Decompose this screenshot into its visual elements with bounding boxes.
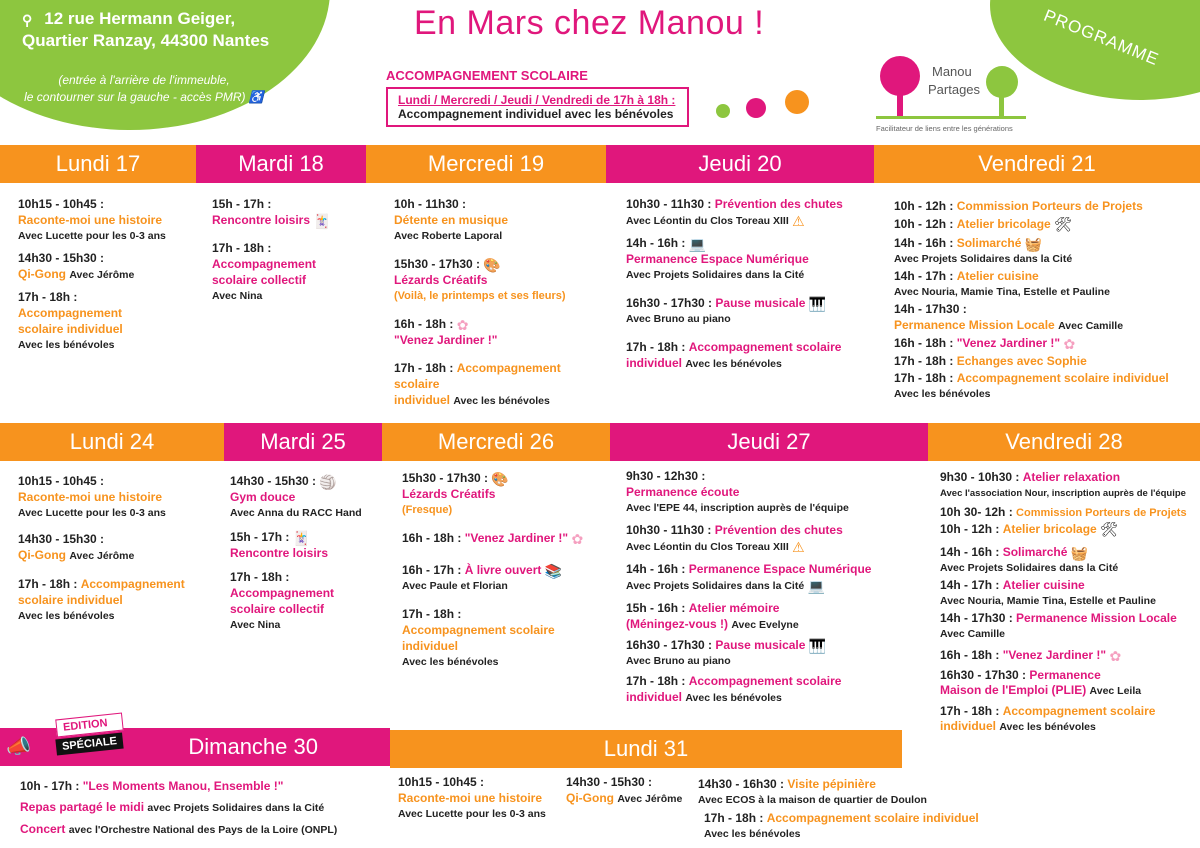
megaphone-icon: 📣 [6,736,31,758]
paint-palette-icon: 🎨 [491,470,509,487]
flower-icon: ✿ [571,530,584,547]
orange-dot [785,90,809,114]
day-header-lundi-24: Lundi 24 [0,423,224,461]
day-header-dimanche-30: Dimanche 30 [0,728,390,766]
address-note: (entrée à l'arrière de l'immeuble, le contourner sur la gauche - accès PMR) ♿ [24,73,264,104]
acc-scolaire-title: ACCOMPAGNEMENT SCOLAIRE [386,68,588,83]
keyboard-icon: 🎹 [808,637,827,654]
cards-icon: 🃏 [292,529,311,546]
lundi24-events: 10h15 - 10h45 : Raconte-moi une histoire Avec Lucette pour les 0-3 ans 14h30 - 15h30 : Qi-Gong Avec Jérôme 17h - 18h : Accompagnement scolaire individuel Avec les bénévoles [18,474,185,622]
day-header-mardi-25: Mardi 25 [224,423,382,461]
page-title: En Mars chez Manou ! [414,4,765,42]
day-header-jeudi-27: Jeudi 27 [610,423,928,461]
day-header-vendredi-28: Vendredi 28 [928,423,1200,461]
pink-dot [746,98,766,118]
lundi31-qigong: 14h30 - 15h30 : Qi-Gong Avec Jérôme [566,775,683,805]
mardi18-events: 15h - 17h : Rencontre loisirs 🃏 17h - 18h : Accompagnement scolaire collectif Avec Nina [212,197,331,302]
tools-icon: 🛠 [1100,521,1118,538]
location-pin-icon: ⚲ [22,11,33,28]
flower-icon: ✿ [1063,335,1076,352]
paint-palette-icon: 🎨 [483,256,501,273]
keyboard-icon: 🎹 [808,295,827,312]
books-icon: 📚 [544,562,563,579]
dimanche30-events: 10h - 17h : "Les Moments Manou, Ensemble !" Repas partagé le midi avec Projets Solidaires dans la Cité Concert avec l'Orchestre National des Pays de la Loire (ONPL) [20,779,338,836]
programme-label: PROGRAMME [1041,5,1162,70]
day-header-lundi-17: Lundi 17 [0,145,196,183]
vendredi21-events: 10h - 12h : Commission Porteurs de Projets 10h - 12h : Atelier bricolage 🛠 14h - 16h : Solimarché 🧺 Avec Projets Solidaires dans la Cité 14h - 17h : Atelier cuisine Avec Nouria, Mamie Tina, Estelle et Pauline 14h - 17h30 : Permanence Mission Locale Avec Camille 16h - 18h : "Venez Jardiner !" ✿ 17h - 18h : Echanges avec Sophie 17h - 18h : Accompagnement scolaire individuel Avec les bénévoles [894,199,1169,400]
day-header-jeudi-20: Jeudi 20 [606,145,874,183]
cards-icon: 🃏 [313,212,331,229]
day-header-vendredi-21: Vendredi 21 [874,145,1200,183]
computer-icon: 💻 [807,577,825,594]
basket-icon: 🧺 [1070,544,1089,561]
address: ⚲ 12 rue Hermann Geiger, Quartier Ranzay, 44300 Nantes [22,9,270,50]
jeudi20-events: 10h30 - 11h30 : Prévention des chutes Avec Léontin du Clos Toreau XIII ⚠ 14h - 16h : 💻 Permanence Espace Numérique Avec Projets Solidaires dans la Cité 16h30 - 17h30 : Pause musicale 🎹 Avec Bruno au piano 17h - 18h : Accompagnement scolaire individuel Avec les bénévoles [626,197,843,370]
warning-icon: ⚠ [792,212,805,229]
day-header-lundi-31: Lundi 31 [390,730,902,768]
jeudi27-events: 9h30 - 12h30 : Permanence écoute Avec l'EPE 44, inscription auprès de l'équipe 10h30 - 11h30 : Prévention des chutes Avec Léontin du Clos Toreau XIII ⚠ 14h - 16h : Permanence Espace Numérique Avec Projets Solidaires dans la Cité 💻 15h - 16h : Atelier mémoire (Méningez-vous !) Avec Evelyne 16h30 - 17h30 : Pause musicale 🎹 Avec Bruno au piano 17h - 18h : Accompagnement scolaire individuel Avec les bénévoles [626,469,872,704]
lundi31-story: 10h15 - 10h45 : Raconte-moi une histoire Avec Lucette pour les 0-3 ans [398,775,546,820]
day-header-mercredi-19: Mercredi 19 [366,145,606,183]
wheelchair-icon: ♿ [248,90,264,104]
computer-icon: 💻 [688,235,707,252]
lundi17-events: 10h15 - 10h45 : Raconte-moi une histoire Avec Lucette pour les 0-3 ans 14h30 - 15h30 : Qi-Gong Avec Jérôme 17h - 18h : Accompagnement scolaire individuel Avec les bénévoles [18,197,166,351]
lundi31-other: 14h30 - 16h30 : Visite pépinière Avec ECOS à la maison de quartier de Doulon 17h - 18h : Accompagnement scolaire individuel Avec les bénévoles [698,777,979,840]
vendredi28-events: 9h30 - 10h30 : Atelier relaxation Avec l'association Nour, inscription auprès de l'équipe 10h 30- 12h : Commission Porteurs de Projets 10h - 12h : Atelier bricolage 🛠 14h - 16h : Solimarché 🧺 Avec Projets Solidaires dans la Cité 14h - 17h : Atelier cuisine Avec Nouria, Mamie Tina, Estelle et Pauline 14h - 17h30 : Permanence Mission Locale Avec Camille 16h - 18h : "Venez Jardiner !" ✿ 16h30 - 17h30 : Permanence Maison de l'Emploi (PLIE) Avec Leila 17h - 18h : Accompagnement scolaire individuel Avec les bénévoles [940,470,1187,733]
tools-icon: 🛠 [1054,216,1072,233]
acc-scolaire-box: Lundi / Mercredi / Jeudi / Vendredi de 17h à 18h : Accompagnement individuel avec les bénévoles [386,87,689,127]
ball-icon: 🏐 [319,473,337,490]
mardi25-events: 14h30 - 15h30 : 🏐 Gym douce Avec Anna du RACC Hand 15h - 17h : 🃏 Rencontre loisirs 17h - 18h : Accompagnement scolaire collectif Avec Nina [230,473,362,631]
manou-logo: Manou Partages Facilitateur de liens entre les générations [876,52,1026,134]
green-dot [716,104,730,118]
warning-icon: ⚠ [792,538,805,555]
flower-icon: ✿ [456,316,469,333]
edition-speciale-badge: EDITION SPÉCIALE [56,716,123,752]
mercredi26-events: 15h30 - 17h30 : 🎨 Lézards Créatifs (Fresque) 16h - 18h : "Venez Jardiner !" ✿ 16h - 17h : À livre ouvert 📚 Avec Paule et Florian 17h - 18h : Accompagnement scolaire individuel Avec les bénévoles [402,470,584,668]
mercredi19-events: 10h - 11h30 : Détente en musique Avec Roberte Laporal 15h30 - 17h30 : 🎨 Lézards Créatifs (Voilà, le printemps et ses fleurs) 16h - 18h : ✿ "Venez Jardiner !" 17h - 18h : Accompagnement scolaire individuel Avec les bénévoles [394,197,566,407]
day-header-mercredi-26: Mercredi 26 [382,423,610,461]
flower-icon: ✿ [1109,647,1122,664]
day-header-mardi-18: Mardi 18 [196,145,366,183]
basket-icon: 🧺 [1024,235,1043,252]
